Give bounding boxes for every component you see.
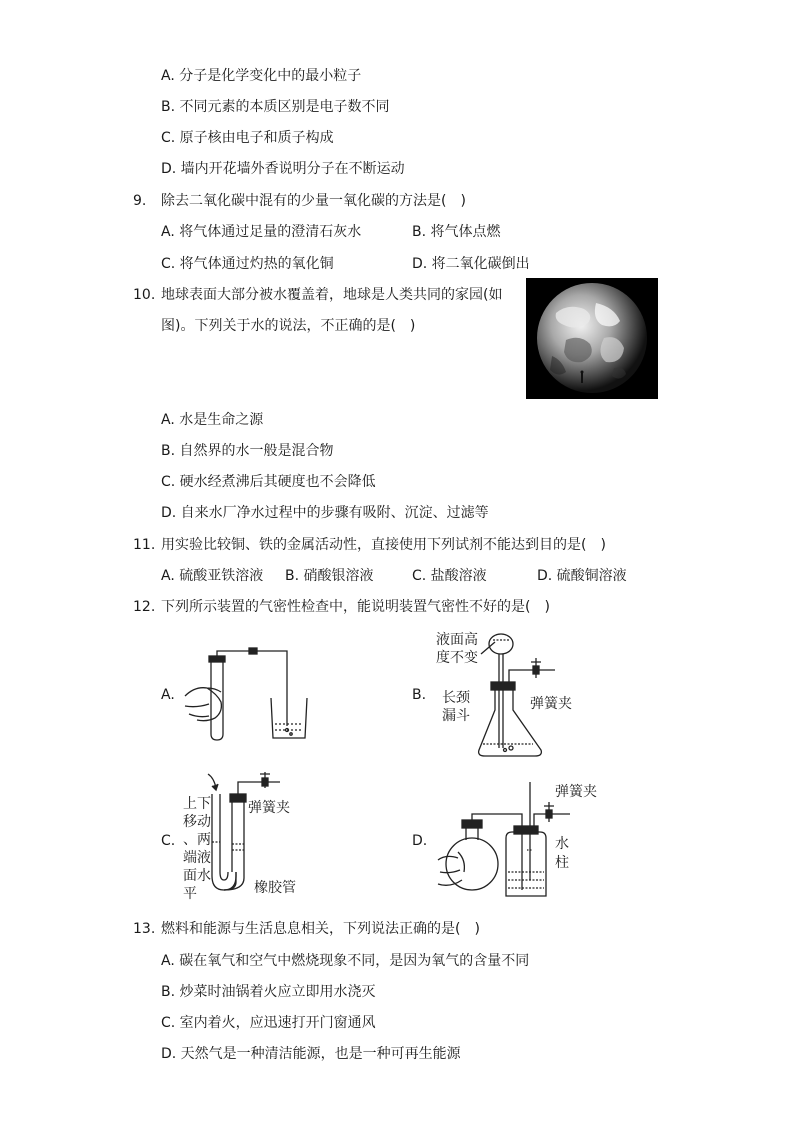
q9-stem: 除去二氧化碳中混有的少量一氧化碳的方法是( ) [161, 193, 466, 209]
label-b-funnel-1: 长颈 [442, 690, 470, 706]
q9-option-a: A. 将气体通过足量的澄清石灰水 [161, 224, 362, 240]
label-c-2: 移动 [183, 814, 211, 830]
q13-option-b: B. 炒菜时油锅着火应立即用水浇灭 [161, 984, 376, 1000]
q12-letter-a: A. [161, 687, 175, 703]
q8-option-d: D. 墙内开花墙外香说明分子在不断运动 [161, 161, 405, 177]
q10-option-a: A. 水是生命之源 [161, 412, 264, 428]
q9-option-d: D. 将二氧化碳倒出 [412, 256, 530, 272]
q11-stem: 用实验比较铜、铁的金属活动性，直接使用下列试剂不能达到目的是( ) [161, 537, 606, 553]
q10-option-d: D. 自来水厂净水过程中的步骤有吸附、沉淀、过滤等 [161, 505, 489, 521]
label-c-6: 平 [183, 886, 197, 902]
q13-option-a: A. 碳在氧气和空气中燃烧现象不同，是因为氧气的含量不同 [161, 953, 530, 969]
label-c-5: 面水 [183, 868, 211, 884]
apparatus-b-diagram [475, 630, 555, 760]
q10-stem-line2: 图)。下列关于水的说法，不正确的是( ) [161, 318, 416, 334]
q8-option-c: C. 原子核由电子和质子构成 [161, 130, 334, 146]
q13-option-c: C. 室内着火，应迅速打开门窗通风 [161, 1015, 376, 1031]
q9-number: 9. [133, 193, 147, 209]
q11-number: 11. [133, 537, 156, 553]
apparatus-c-diagram [200, 772, 290, 897]
label-b-funnel-2: 漏斗 [442, 708, 470, 724]
q9-option-c: C. 将气体通过灼热的氧化铜 [161, 256, 334, 272]
label-d-clamp: 弹簧夹 [555, 784, 597, 800]
q12-number: 12. [133, 599, 156, 615]
label-b-clamp: 弹簧夹 [530, 696, 572, 712]
earth-photo [526, 278, 658, 399]
q8-option-a: A. 分子是化学变化中的最小粒子 [161, 68, 362, 84]
label-d-water-2: 柱 [555, 855, 569, 871]
label-c-4: 端液 [183, 850, 211, 866]
label-c-clamp: 弹簧夹 [248, 800, 290, 816]
label-c-1: 上下 [183, 796, 211, 812]
q8-option-b: B. 不同元素的本质区别是电子数不同 [161, 99, 390, 115]
label-b-liquid-2: 度不变 [436, 650, 478, 666]
q13-number: 13. [133, 921, 156, 937]
q11-option-b: B. 硝酸银溶液 [285, 568, 374, 584]
q10-option-b: B. 自然界的水一般是混合物 [161, 443, 334, 459]
q12-letter-b: B. [412, 687, 427, 703]
q13-stem: 燃料和能源与生活息息相关，下列说法正确的是( ) [161, 921, 480, 937]
q11-option-d: D. 硫酸铜溶液 [537, 568, 627, 584]
label-c-3: 、两 [183, 832, 211, 848]
q13-option-d: D. 天然气是一种清洁能源，也是一种可再生能源 [161, 1046, 461, 1062]
q9-option-b: B. 将气体点燃 [412, 224, 501, 240]
q12-letter-d: D. [412, 833, 428, 849]
q10-option-c: C. 硬水经煮沸后其硬度也不会降低 [161, 474, 376, 490]
q12-stem: 下列所示装置的气密性检查中，能说明装置气密性不好的是( ) [161, 599, 550, 615]
label-d-water-1: 水 [555, 836, 569, 852]
q11-option-c: C. 盐酸溶液 [412, 568, 487, 584]
q10-number: 10. [133, 287, 156, 303]
label-c-rubber-tube: 橡胶管 [254, 880, 296, 896]
apparatus-d-diagram [432, 780, 572, 900]
apparatus-a-diagram [183, 648, 313, 743]
label-b-liquid-1: 液面高 [436, 632, 478, 648]
q12-letter-c: C. [161, 833, 176, 849]
q11-option-a: A. 硫酸亚铁溶液 [161, 568, 264, 584]
q10-stem-line1: 地球表面大部分被水覆盖着，地球是人类共同的家园(如 [161, 287, 503, 303]
